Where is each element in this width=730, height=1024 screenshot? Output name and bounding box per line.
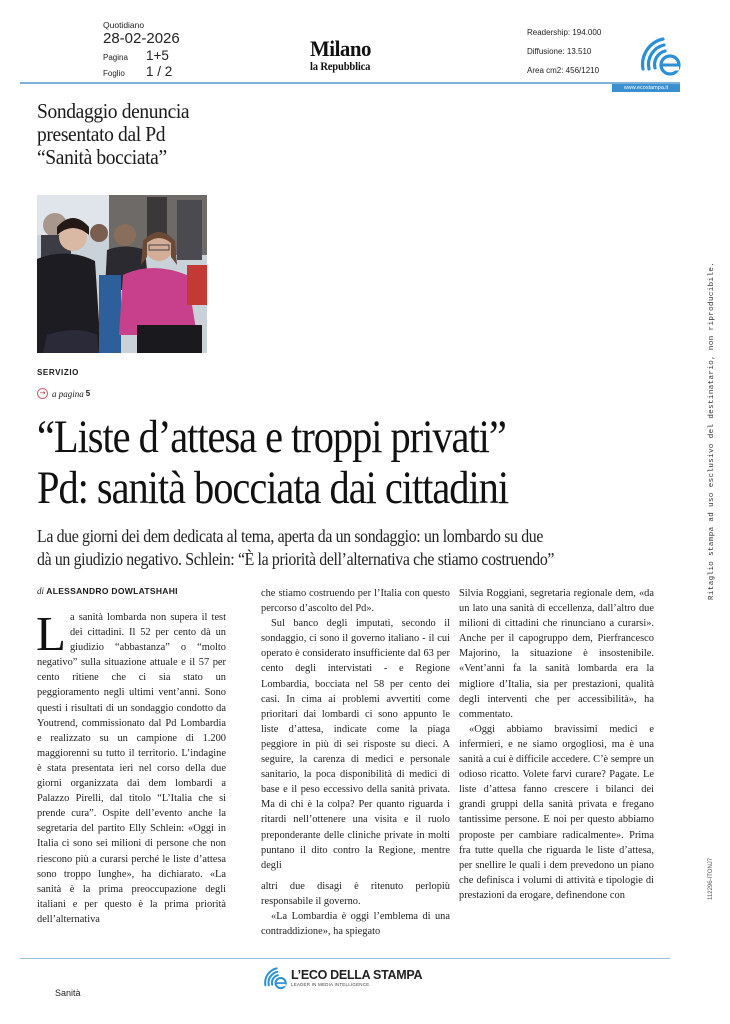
area: Area cm2: 456/1210: [527, 66, 600, 75]
header-divider: [20, 82, 680, 84]
readership: Readership: 194.000: [527, 28, 602, 37]
footer-category: Sanità: [55, 988, 81, 998]
teaser-title: [37, 100, 189, 169]
circulation-stats: [527, 28, 601, 85]
byline-prefix: di: [37, 586, 45, 596]
subheadline: [37, 525, 554, 571]
eco-stampa-logo-icon: [262, 965, 288, 991]
publication-type: Quotidiano: [103, 20, 145, 30]
teaser-title-line: “Sanità bocciata”: [37, 145, 167, 169]
subhead-line: dà un giudizio negativo. Schlein: “È la priorità dell’alternativa che stiamo costruendo”: [37, 549, 555, 569]
eco-stampa-url[interactable]: www.ecostampa.it: [612, 84, 680, 92]
page-label: Pagina: [103, 53, 128, 62]
masthead-city: Milano: [310, 36, 372, 61]
paragraph: Silvia Roggiani, segretaria regionale dem, «da un lato una sanità di eccellenza, dall’altro due milioni di cittadini che rinunciano a curarsi». Anche per il capogruppo dem, Pierfrancesco Majorino, la situazione è insostenibile. «Vent’anni fa la sanità lombarda era la migliore d’Italia, sia per prestazioni, qualità degli interventi che per accessibilità», ha commentato.: [459, 588, 654, 720]
author-name: ALESSANDRO DOWLATSHAHI: [46, 586, 178, 596]
headline-line: Pd: sanità bocciata dai cittadini: [37, 462, 509, 514]
event-photo: [37, 195, 207, 353]
page-row: [103, 48, 180, 63]
sheet-value: 1 / 2: [146, 64, 173, 79]
page-reference-link[interactable]: [37, 388, 90, 399]
publication-date: 28-02-2026: [103, 30, 180, 47]
drop-cap: L: [36, 606, 66, 661]
clipping-code: 112296-ITONJ7: [708, 857, 714, 900]
article-column-3: [459, 586, 654, 903]
masthead-paper: la Repubblica: [310, 61, 371, 73]
teaser-title-line: presentato dal Pd: [37, 122, 166, 146]
subhead-line: La due giorni dei dem dedicata al tema, aperta da un sondaggio: un lombardo su due: [37, 526, 544, 546]
footer-tagline: LEADER IN MEDIA INTELLIGENCE: [291, 982, 370, 987]
paragraph: «Oggi abbiamo bravissimi medici e infermieri, e ne siamo orgogliosi, ma è una sanità a cui è difficile accedere. C’è sempre un odioso ricatto. Volete farvi curare? Pagate. Le liste d’attesa fanno crescere i bilanci dei grandi gruppi della sanità privata e fregano tantissime persone. E noi per questo abbiamo proposte per cambiare radicalmente». Prima fra tutte quella che riguarda le liste d’attesa, per snellire le quali i dem prevedono un piano che definisca i volumi di attività e tipologie di prestazioni da erogare, definendone con: [459, 723, 654, 901]
copyright-notice: Ritaglio stampa ad uso esclusivo del destinatario, non riproducibile.: [708, 261, 716, 600]
article-column-1: [36, 606, 226, 927]
clipping-metadata: [103, 20, 180, 79]
paragraph: che stiamo costruendo per l’Italia con questo percorso d’ascolto del Pd».: [261, 588, 450, 615]
headline-line: “Liste d’attesa e troppi privati”: [37, 411, 506, 463]
diffusion: Diffusione: 13.510: [527, 47, 592, 56]
paragraph-text: a sanità lombarda non supera il test dei cittadini. Il 52 per cento dà un giudizio “abbastanza” o “molto negativo” sulla situazione attuale e il 57 per cento ritiene che ci sia stato un peggioramento negli ultimi vent’anni. Sono questi i risultati di un sondaggio condotto da Youtrend, commissionato dal Pd Lombardia e realizzato su un campione di 1.200 maggiorenni su tutto il territorio. L’indagine è stata presentata ieri nel corso della due giorni organizzata dai dem lombardi a Palazzo Pirelli, dal titolo “L’Italia che si prende cura”. Ospite dell’evento anche la segretaria del partito Elly Schlein: «Oggi in Italia ci sono sei milioni di persone che non riescono più a curarsi perché le liste d’attesa sono troppo lunghe», ha dichiarato. «La sanità è la prima preoccupazione degli italiani e per questo è la prima priorità dell’alternativa: [37, 612, 226, 925]
sheet-label: Foglio: [103, 69, 125, 78]
footer-brand: L’ECO DELLA STAMPA: [291, 968, 423, 982]
section-label: SERVIZIO: [37, 368, 79, 377]
page-ref-text: a pagina: [52, 388, 84, 399]
masthead: [310, 38, 375, 73]
sheet-row: [103, 64, 180, 79]
eco-stampa-logo-icon: [637, 33, 683, 79]
paragraph: Sul banco degli imputati, secondo il sondaggio, ci sono il governo italiano - il cui operato è considerato insufficiente dal 63 per cento degli intervistati - e Regione Lombardia, bocciata nel 58 per cento dei casi. In cima ai problemi avvertiti come prioritari dai lombardi ci sono appunto le liste d’attesa, indicate come la piaga peggiore in più di sei risposte su dieci. A seguire, la carenza di medici e personale sanitario, la poca disponibilità di medici di base e il peso eccessivo della sanità privata. Ma di chi è la colpa? Per quanto riguarda i ritardi nell’ottenere una visita e il ruolo preponderante delle cliniche private in molti puntano il dito contro la Regione, mentre degli: [261, 618, 450, 871]
paragraph: altri due disagi è ritenuto perlopiù responsabile il governo.: [261, 880, 450, 907]
byline: [37, 586, 178, 596]
headline: [37, 412, 508, 514]
arrow-right-circle-icon: →: [37, 388, 48, 399]
teaser-title-line: Sondaggio denuncia: [37, 99, 190, 123]
page-value: 1+5: [146, 48, 169, 63]
page-ref-number: 5: [85, 389, 91, 398]
article-column-2: [261, 586, 450, 939]
footer-logo: [262, 965, 422, 991]
footer-divider: [20, 958, 670, 959]
paragraph: [36, 606, 226, 927]
paragraph: «La Lombardia è oggi l’emblema di una contraddizione», ha spiegato: [261, 910, 450, 938]
